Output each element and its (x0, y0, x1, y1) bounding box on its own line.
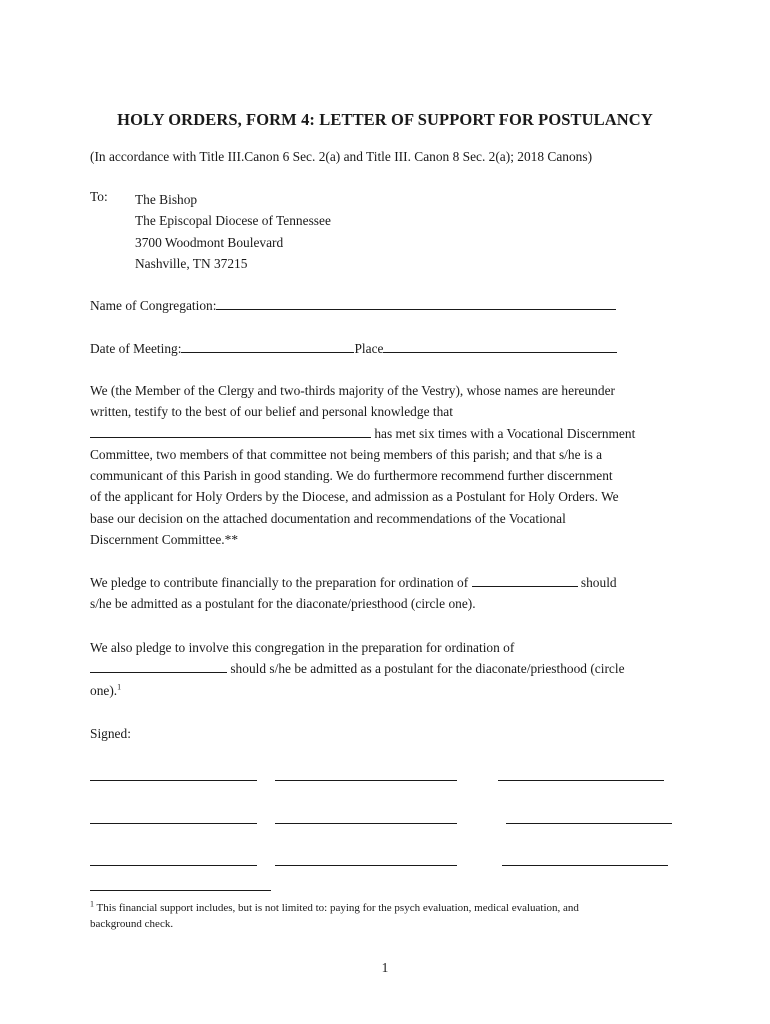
date-label: Date of Meeting: (90, 341, 182, 356)
paragraph-line: We also pledge to involve this congregation in the preparation for ordination of (90, 640, 515, 655)
paragraph-text: one). (90, 682, 118, 698)
footnote-line: background check. (90, 918, 174, 930)
signature-line[interactable] (275, 823, 457, 824)
paragraph-text: has met six times with a Vocational Discernment (371, 425, 636, 441)
paragraph-line: base our decision on the attached documentation and recommendations of the Vocational (90, 510, 566, 526)
form-subtitle: (In accordance with Title III.Canon 6 Sec. 2(a) and Title III. Canon 8 Sec. 2(a); 2018 Canons) (90, 149, 593, 164)
footnote-line (90, 900, 690, 916)
ordinand-blank-1[interactable] (472, 572, 578, 587)
paragraph-text: should s/he be admitted as a postulant for the diaconate/priesthood (circle (227, 661, 625, 677)
footnote (90, 900, 690, 932)
footnote-text: This financial support includes, but is not limited to: paying for the psych evaluation, medical evaluation, and (94, 902, 579, 914)
address-line: Nashville, TN 37215 (135, 255, 248, 271)
address-line: The Episcopal Diocese of Tennessee (135, 213, 331, 229)
paragraph-line (90, 423, 690, 444)
signature-line[interactable] (502, 865, 668, 866)
paragraph-line: communicant of this Parish in good standing. We do furthermore recommend further discernment (90, 468, 613, 484)
address-line: The Bishop (135, 192, 198, 207)
footnote-reference: 1 (117, 682, 122, 692)
footnote-separator (90, 890, 271, 891)
paragraph-line (90, 680, 690, 701)
signature-line[interactable] (275, 865, 457, 866)
involve-pledge-paragraph (90, 637, 690, 701)
paragraph-line: Committee, two members of that committee not being members of this parish; and that s/he is a (90, 446, 603, 462)
address-block (135, 189, 331, 274)
congregation-field (90, 295, 690, 316)
signature-line[interactable] (90, 823, 257, 824)
paragraph-line (90, 658, 690, 679)
address-line: 3700 Woodmont Boulevard (135, 234, 284, 250)
place-label: Place (354, 341, 384, 356)
congregation-blank[interactable] (216, 295, 616, 310)
signed-label: Signed: (90, 726, 131, 741)
ordinand-blank-2[interactable] (90, 658, 227, 673)
paragraph-line: Discernment Committee.** (90, 532, 239, 548)
paragraph-line: s/he be admitted as a postulant for the diaconate/priesthood (circle one). (90, 596, 476, 612)
signature-line[interactable] (506, 823, 672, 824)
form-title: HOLY ORDERS, FORM 4: LETTER OF SUPPORT FOR POSTULANCY (117, 110, 653, 129)
paragraph-line: We (the Member of the Clergy and two-thirds majority of the Vestry), whose names are hereunder (90, 383, 615, 398)
financial-pledge-paragraph (90, 572, 690, 615)
signature-line[interactable] (275, 780, 457, 781)
page-number: 1 (381, 960, 389, 975)
footnote-marker: 1 (90, 899, 94, 909)
signature-line[interactable] (90, 780, 257, 781)
date-blank[interactable] (181, 338, 354, 353)
paragraph-text: We pledge to contribute financially to the preparation for ordination of (90, 575, 472, 590)
signature-line[interactable] (498, 780, 664, 781)
paragraph-text: should (577, 575, 617, 590)
place-blank[interactable] (383, 338, 617, 353)
signature-line[interactable] (90, 865, 257, 866)
paragraph-line: of the applicant for Holy Orders by the Diocese, and admission as a Postulant for Holy Orders. We (90, 489, 619, 505)
paragraph-line: written, testify to the best of our belief and personal knowledge that (90, 404, 453, 420)
testimony-paragraph (90, 380, 690, 550)
address-label: To: (90, 189, 108, 204)
paragraph-line (90, 572, 690, 593)
applicant-name-blank[interactable] (90, 423, 371, 438)
congregation-label: Name of Congregation: (90, 298, 217, 313)
meeting-field (90, 338, 690, 359)
